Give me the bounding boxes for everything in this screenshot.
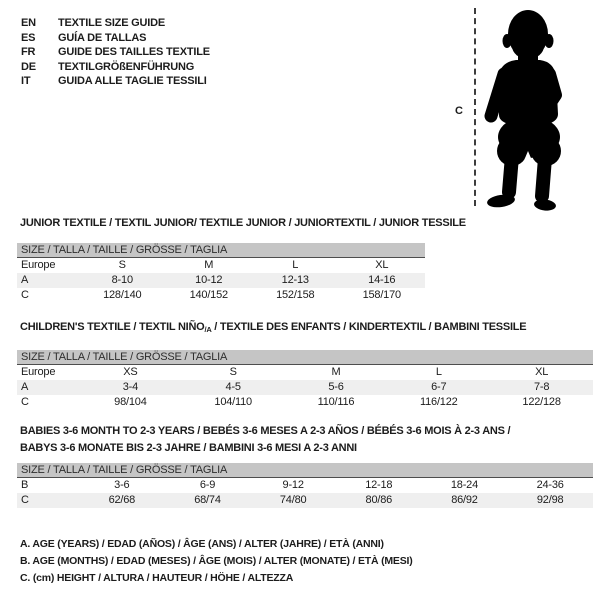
table-cell: Europe [21, 366, 56, 379]
language-code: DE [21, 60, 36, 73]
language-label: GUÍA DE TALLAS [58, 31, 147, 44]
footnotes [20, 536, 413, 587]
table-cell: 5-6 [285, 380, 388, 395]
table-cell: 12-18 [365, 479, 393, 492]
language-code: FR [21, 46, 36, 59]
table-cell: C [21, 396, 29, 408]
table-cell: 8-10 [79, 273, 166, 288]
table-cell: Europe [21, 259, 56, 272]
table-cell: 9-12 [282, 479, 304, 492]
table-cell: 158/170 [362, 289, 401, 301]
height-measure-line [474, 8, 476, 206]
table-cell: 68/74 [165, 493, 251, 508]
table-row [17, 365, 593, 380]
babies-table-title [20, 423, 510, 456]
table-cell: 116/122 [420, 396, 458, 408]
babies-title-line1: BABIES 3-6 MONTH TO 2-3 YEARS / BEBÉS 3-6 MESES A 2-3 AÑOS / BÉBÉS 3-6 MOIS À 2-3 ANS / [20, 425, 511, 437]
table-cell: 104/110 [214, 396, 252, 408]
junior-table-title: JUNIOR TEXTILE / TEXTIL JUNIOR/ TEXTILE JUNIOR / JUNIORTEXTIL / JUNIOR TESSILE [20, 217, 466, 229]
footnote-b: B. AGE (MONTHS) / EDAD (MESES) / ÂGE (MOIS) / ALTER (MONATE) / ETÀ (MESI) [20, 555, 413, 567]
table-cell: L [435, 366, 442, 379]
children-title-suffix: / TEXTILE DES ENFANTS / KINDERTEXTIL / BAMBINI TESSILE [211, 321, 527, 333]
children-title-sub: /A [204, 325, 212, 334]
table-cell: 14-16 [339, 273, 426, 288]
table-cell: 98/104 [114, 396, 147, 408]
table-row [17, 380, 593, 395]
language-title-list [21, 16, 210, 89]
language-row [21, 74, 210, 89]
table-cell: M [204, 259, 214, 272]
table-cell: 92/98 [507, 493, 593, 508]
table-cell: XL [535, 366, 549, 379]
table-cell: 122/128 [522, 396, 561, 408]
language-row [21, 45, 210, 60]
table-cell: 3-6 [114, 479, 130, 492]
table-cell: XS [123, 366, 138, 379]
language-row [21, 31, 210, 46]
language-code: EN [21, 17, 36, 29]
language-label: TEXTILE SIZE GUIDE [58, 17, 166, 29]
table-cell: C [17, 493, 79, 508]
language-label: GUIDA ALLE TAGLIE TESSILI [58, 75, 207, 88]
table-cell: 3-4 [79, 380, 182, 395]
babies-size-table [17, 463, 593, 508]
size-header-row: SIZE / TALLA / TAILLE / GRÖSSE / TAGLIA [17, 463, 593, 477]
table-row [17, 273, 425, 288]
table-cell: 4-5 [182, 380, 285, 395]
table-cell: 18-24 [450, 479, 479, 492]
size-header-row: SIZE / TALLA / TAILLE / GRÖSSE / TAGLIA [17, 243, 425, 257]
height-measure-label: C [455, 105, 463, 117]
table-row [17, 478, 593, 493]
baby-silhouette [478, 4, 588, 214]
table-cell: 110/116 [317, 396, 355, 408]
table-cell: 7-8 [490, 380, 593, 395]
language-row [21, 60, 210, 75]
table-row [17, 493, 593, 508]
language-label: GUIDE DES TAILLES TEXTILE [58, 46, 210, 59]
table-cell: 12-13 [252, 273, 339, 288]
language-code: ES [21, 31, 36, 44]
table-cell: 6-9 [199, 479, 216, 492]
children-size-table [17, 350, 593, 410]
language-code: IT [21, 75, 31, 88]
table-cell: 62/68 [79, 493, 165, 508]
table-cell: A [17, 273, 79, 288]
language-row [21, 16, 210, 31]
table-cell: 74/80 [250, 493, 336, 508]
junior-size-table [17, 243, 425, 303]
table-cell: 86/92 [422, 493, 508, 508]
table-cell: 140/152 [189, 289, 228, 301]
table-cell: B [21, 479, 29, 492]
babies-title-line2: BABYS 3-6 MONATE BIS 2-3 JAHRE / BAMBINI 3-6 MESI A 2-3 ANNI [20, 441, 357, 454]
table-row [17, 288, 425, 303]
table-cell: M [331, 366, 341, 379]
table-cell: C [21, 289, 29, 301]
table-cell: S [229, 366, 237, 379]
size-header-row: SIZE / TALLA / TAILLE / GRÖSSE / TAGLIA [17, 350, 593, 364]
children-table-title [20, 319, 526, 339]
footnote-a: A. AGE (YEARS) / EDAD (AÑOS) / ÂGE (ANS) / ALTER (JAHRE) / ETÀ (ANNI) [20, 538, 384, 550]
table-cell: 10-12 [166, 273, 253, 288]
table-row [17, 258, 425, 273]
table-cell: 6-7 [387, 380, 490, 395]
children-title-prefix: CHILDREN'S TEXTILE / TEXTIL NIÑO [20, 321, 205, 333]
table-cell: XL [375, 259, 389, 272]
table-row [17, 395, 593, 410]
language-label: TEXTILGRÖßENFÜHRUNG [58, 60, 195, 73]
table-cell: A [17, 380, 79, 395]
table-cell: S [118, 259, 126, 272]
footnote-c: C. (cm) HEIGHT / ALTURA / HAUTEUR / HÖHE / ALTEZZA [20, 572, 294, 584]
table-cell: 80/86 [336, 493, 422, 508]
table-cell: 128/140 [103, 289, 142, 301]
table-cell: 152/158 [276, 289, 315, 301]
table-cell: L [292, 259, 299, 272]
table-cell: 24-36 [536, 479, 564, 492]
